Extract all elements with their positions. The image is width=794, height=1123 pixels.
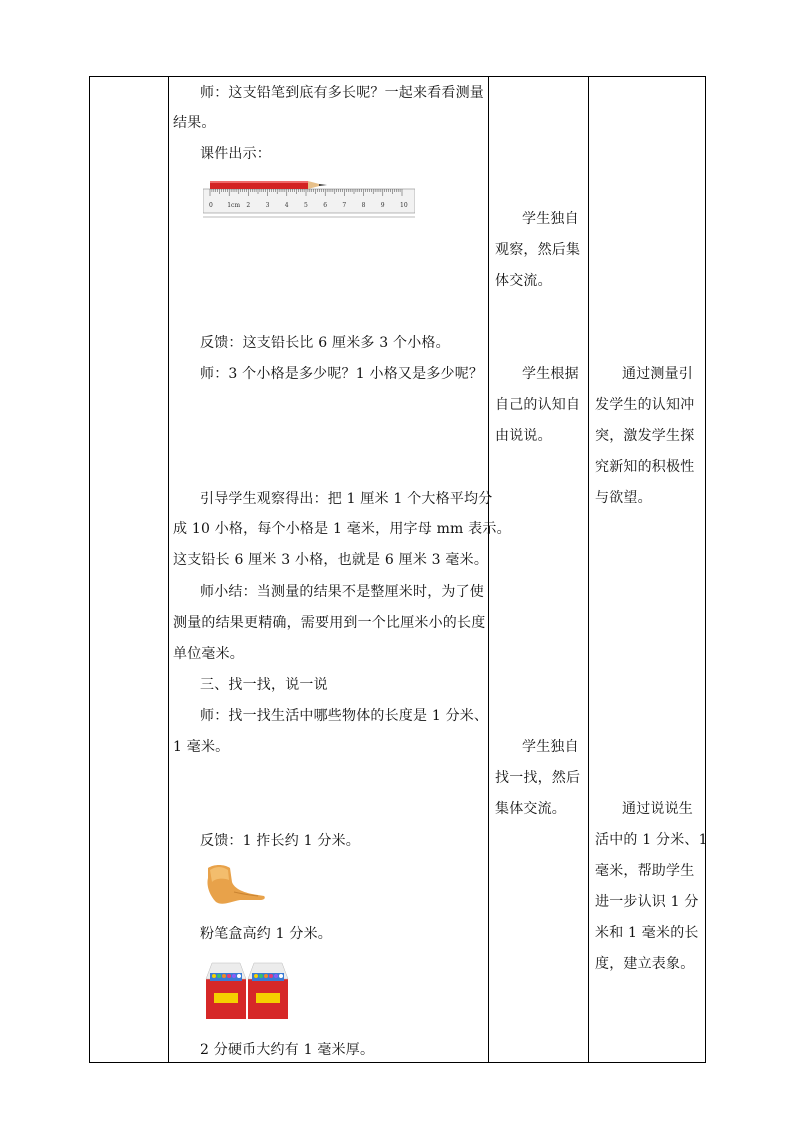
- student-text-1b: 观察，然后集: [495, 242, 581, 258]
- column-divider-3: [588, 77, 589, 1062]
- text-teacher-find-2: 1 毫米。: [173, 739, 230, 755]
- text-chalk-box: 粉笔盒高约 1 分米。: [200, 926, 333, 942]
- text-feedback-span: 反馈：1 拃长约 1 分米。: [200, 833, 360, 849]
- text-guide-observe-2: 成 10 小格，每个小格是 1 毫米，用字母 mm 表示。: [173, 521, 511, 537]
- text-guide-observe: 引导学生观察得出：把 1 厘米 1 个大格平均分: [200, 491, 493, 507]
- intent-text-2d: 进一步认识 1 分: [595, 894, 699, 910]
- section-heading-find-say: 三、找一找，说一说: [200, 677, 328, 693]
- text-guide-observe-3: 这支铅长 6 厘米 3 小格，也就是 6 厘米 3 毫米。: [173, 552, 489, 568]
- ruler-number: 8: [361, 202, 366, 209]
- intent-text-1e: 与欲望。: [595, 490, 652, 506]
- intent-text-2e: 米和 1 毫米的长: [595, 925, 699, 941]
- student-text-2b: 自己的认知自: [495, 397, 581, 413]
- text-teacher-question-cont: 结果。: [173, 115, 216, 131]
- chalk-box-image: [204, 957, 290, 1021]
- student-text-3a: 学生独自: [522, 739, 579, 755]
- text-teacher-summary-2: 测量的结果更精确，需要用到一个比厘米小的长度: [173, 615, 486, 631]
- ruler-number: 5: [304, 202, 308, 209]
- text-teacher-summary-3: 单位毫米。: [173, 646, 244, 662]
- intent-text-2b: 活中的 1 分米、1: [595, 832, 708, 848]
- ruler-number: 6: [323, 202, 328, 209]
- column-divider-1: [168, 77, 169, 1062]
- intent-text-2c: 毫米，帮助学生: [595, 863, 695, 879]
- text-teacher-summary: 师小结：当测量的结果不是整厘米时，为了使: [200, 584, 484, 600]
- hand-span-image: [204, 862, 266, 908]
- ruler-number: 1cm: [227, 202, 241, 209]
- text-feedback-pencil: 反馈：这支铅长比 6 厘米多 3 个小格。: [200, 335, 450, 351]
- student-text-2c: 由说说。: [495, 428, 552, 444]
- text-teacher-find: 师：找一找生活中哪些物体的长度是 1 分米、: [200, 708, 489, 724]
- intent-text-2a: 通过说说生: [622, 801, 693, 817]
- student-text-3b: 找一找，然后: [495, 770, 581, 786]
- ruler-number: 10: [400, 202, 408, 209]
- student-text-2a: 学生根据: [522, 366, 579, 382]
- ruler-number: 4: [284, 202, 289, 209]
- text-teacher-small-grid: 师：3 个小格是多少呢？1 小格又是多少呢？: [200, 366, 484, 382]
- text-coin-thickness: 2 分硬币大约有 1 毫米厚。: [200, 1042, 375, 1058]
- text-teacher-question: 师：这支铅笔到底有多长呢？一起来看看测量: [200, 85, 484, 101]
- intent-text-1c: 突，激发学生探: [595, 428, 695, 444]
- ruler-number: 7: [342, 202, 347, 209]
- ruler-number: 9: [380, 202, 385, 209]
- ruler-pencil-image: [203, 181, 415, 221]
- student-text-1c: 体交流。: [495, 273, 552, 289]
- column-divider-2: [488, 77, 489, 1062]
- ruler-number: 2: [246, 202, 251, 209]
- intent-text-2f: 度，建立表象。: [595, 956, 695, 972]
- intent-text-1b: 发学生的认知冲: [595, 397, 695, 413]
- lesson-table: [89, 76, 706, 1063]
- ruler-number: 3: [265, 202, 270, 209]
- ruler-number: 0: [209, 202, 213, 209]
- student-text-1a: 学生独自: [522, 211, 579, 227]
- text-courseware-show: 课件出示：: [200, 146, 271, 162]
- intent-text-1d: 究新知的积极性: [595, 459, 695, 475]
- intent-text-1a: 通过测量引: [622, 366, 693, 382]
- student-text-3c: 集体交流。: [495, 801, 566, 817]
